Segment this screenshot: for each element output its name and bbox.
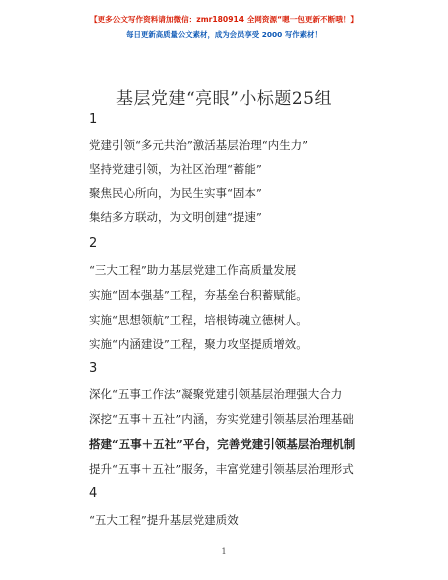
section-number: 4 — [89, 486, 98, 501]
subtitle-line: 实施“思想领航”工程，培根铸魂立德树人。 — [89, 313, 308, 327]
subtitle-line: 搭建“五事＋五社”平台，完善党建引领基层治理机制 — [89, 437, 356, 451]
promo-banner-line-1: 【更多公文写作资料请加微信：zmr180914 全网资源“嗯一包更新不断哦！】 — [89, 15, 359, 24]
subtitle-line: “三大工程”助力基层党建工作高质量发展 — [89, 263, 297, 277]
subtitle-line: 实施“固本强基”工程，夯基垒台积蓄赋能。 — [89, 288, 308, 302]
page-number: 1 — [221, 547, 227, 556]
subtitle-line: 实施“内涵建设”工程，聚力攻坚提质增效。 — [89, 337, 308, 351]
subtitle-line: 聚焦民心所向，为民生实事“固本” — [89, 186, 262, 200]
promo-banner-line-2: 每日更新高质量公文素材，成为会员享受 2000 写作素材！ — [126, 30, 322, 39]
subtitle-line: 党建引领“多元共治”激活基层治理“内生力” — [89, 138, 309, 152]
subtitle-line: 提升“五事＋五社”服务，丰富党建引领基层治理形式 — [89, 462, 354, 476]
document-title: 基层党建“亮眼”小标题25组 — [115, 89, 332, 109]
subtitle-line: 深化“五事工作法”凝聚党建引领基层治理强大合力 — [89, 387, 343, 401]
section-number: 1 — [89, 112, 98, 127]
subtitle-line: “五大工程”提升基层党建质效 — [89, 513, 239, 527]
subtitle-line: 集结多方联动，为文明创建“提速” — [89, 210, 262, 224]
subtitle-line: 坚持党建引领，为社区治理“蓄能” — [89, 162, 262, 176]
subtitle-line: 深挖“五事＋五社”内涵，夯实党建引领基层治理基础 — [89, 412, 354, 426]
section-number: 3 — [89, 361, 98, 376]
section-number: 2 — [89, 236, 98, 251]
